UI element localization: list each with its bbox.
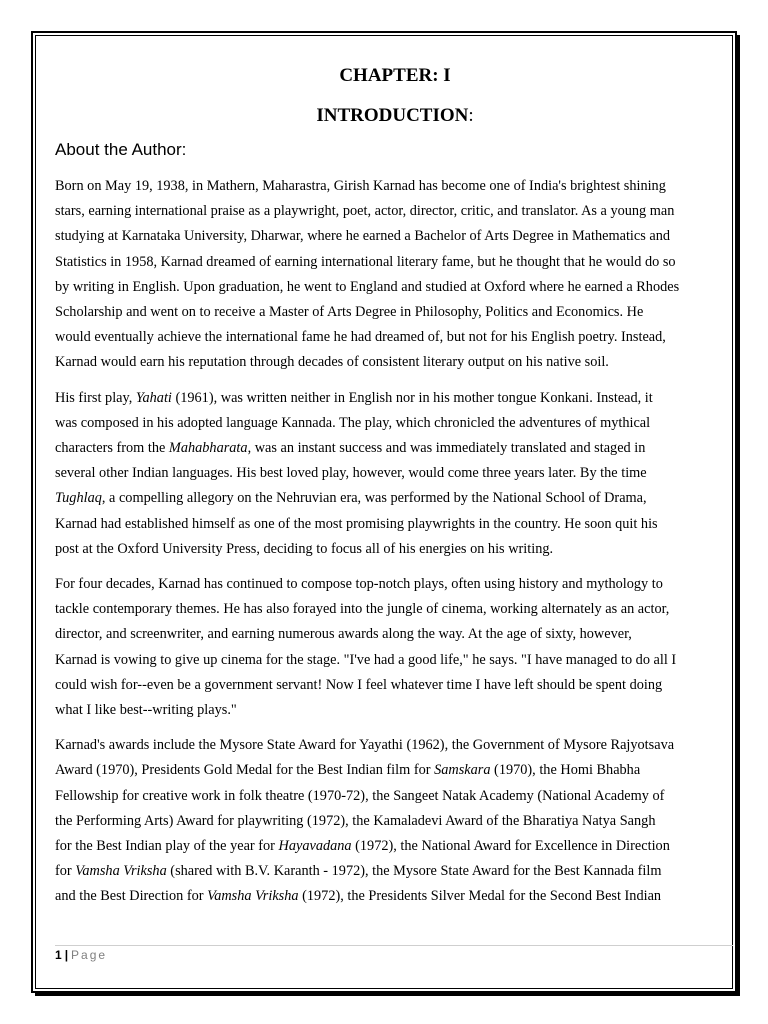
text-line: Statistics in 1958, Karnad dreamed of earning international literary fame, but he thought that he would do so <box>55 253 676 270</box>
section-title-text: INTRODUCTION <box>316 105 469 126</box>
text-line: Born on May 19, 1938, in Mathern, Maharastra, Girish Karnad has become one of India's brightest shining <box>55 178 666 194</box>
italic-title: Hayavadana <box>278 838 352 855</box>
text-line <box>55 386 735 411</box>
text-line: studying at Karnataka University, Dharwar, where he earned a Bachelor of Arts Degree in Mathematics and <box>55 228 671 245</box>
text-run: (1972), the National Award for Excellence in Direction <box>351 838 670 855</box>
text-run: characters from the <box>55 440 169 457</box>
text-line <box>55 834 735 859</box>
text-run: Award (1970), Presidents Gold Medal for the Best Indian film for <box>55 762 435 779</box>
paragraph-1 <box>55 174 735 376</box>
section-title-colon: : <box>468 105 474 126</box>
text-line: would eventually achieve the international fame he had dreamed of, but not for his English poetry. Instead, <box>55 329 666 346</box>
about-author-heading: About the Author: <box>55 140 187 159</box>
text-line <box>55 884 735 909</box>
text-run: , a compelling allegory on the Nehruvian era, was performed by the National School of Drama, <box>101 490 647 507</box>
text-line <box>55 758 735 783</box>
footer-separator: | <box>64 948 69 962</box>
text-line: Karnad would earn his reputation through decades of consistent literary output on his native soil. <box>55 354 609 371</box>
text-line: could wish for--even be a government servant! Now I feel whatever time I have left should be spent doing <box>55 676 663 693</box>
text-line: Karnad had established himself as one of the most promising playwrights in the country. He soon quit his <box>55 515 658 532</box>
paragraph-3 <box>55 572 735 723</box>
text-line: the Performing Arts) Award for playwriting (1972), the Kamaladevi Award of the Bharatiya Natya Sangh <box>55 812 656 829</box>
text-run: His first play, <box>55 389 136 406</box>
text-line: was composed in his adopted language Kannada. The play, which chronicled the adventures of mythical <box>55 414 651 431</box>
italic-title: Mahabharata <box>168 440 248 457</box>
text-line: by writing in English. Upon graduation, he went to England and studied at Oxford where he earned a Rhodes <box>55 278 680 295</box>
text-run: , was an instant success and was immediately translated and staged in <box>247 440 646 457</box>
text-line: several other Indian languages. His best loved play, however, would come three years later. By the time <box>55 465 647 482</box>
text-run: (1970), the Homi Bhabha <box>490 762 641 779</box>
text-line: stars, earning international praise as a playwright, poet, actor, director, critic, and translator. As a young man <box>55 203 675 220</box>
text-line: post at the Oxford University Press, deciding to focus all of his energies on his writing. <box>55 540 554 557</box>
italic-title: Samskara <box>434 762 491 779</box>
text-line: For four decades, Karnad has continued to compose top-notch plays, often using history and mythology to <box>55 576 663 593</box>
page-number: 1 <box>55 948 62 962</box>
page-border-shadow-bottom <box>35 993 740 996</box>
italic-title: Tughlaq <box>55 490 102 507</box>
text-line: what I like best--writing plays." <box>55 702 237 719</box>
paragraph-4 <box>55 733 735 909</box>
text-line: director, and screenwriter, and earning numerous awards along the way. At the age of sixty, however, <box>55 626 632 643</box>
text-line: Fellowship for creative work in folk theatre (1970-72), the Sangeet Natak Academy (National Academy of <box>55 787 665 804</box>
footer-divider <box>55 945 733 946</box>
section-title <box>55 104 735 128</box>
text-run: (1972), the Presidents Silver Medal for the Second Best Indian <box>298 888 662 905</box>
paragraph-2 <box>55 386 735 562</box>
italic-title: Vamsha Vriksha <box>207 888 299 905</box>
text-run: for <box>55 863 76 880</box>
text-run: (1961), was written neither in English nor in his mother tongue Konkani. Instead, it <box>171 389 653 406</box>
text-line: Karnad is vowing to give up cinema for the stage. "I've had a good life," he says. "I have managed to do all I <box>55 651 677 668</box>
text-line: Karnad's awards include the Mysore State Award for Yayathi (1962), the Government of Mysore Rajyotsava <box>55 737 675 754</box>
text-run: for the Best Indian play of the year for <box>55 838 279 855</box>
text-line <box>55 436 735 461</box>
text-line: tackle contemporary themes. He has also forayed into the jungle of cinema, working alternately as an actor, <box>55 601 670 618</box>
text-line: Scholarship and went on to receive a Master of Arts Degree in Philosophy, Politics and Economics. He <box>55 304 644 321</box>
document-body <box>55 60 735 910</box>
chapter-title: CHAPTER: I <box>339 65 451 86</box>
text-run: and the Best Direction for <box>55 888 208 905</box>
italic-title: Vamsha Vriksha <box>75 863 167 880</box>
text-run: (shared with B.V. Karanth - 1972), the Mysore State Award for the Best Kannada film <box>166 863 662 880</box>
page-footer <box>55 947 107 963</box>
italic-title: Yahati <box>135 389 172 406</box>
page-label: Page <box>71 948 108 962</box>
page-border-shadow-right <box>737 35 740 996</box>
text-line <box>55 859 735 884</box>
text-line <box>55 486 735 511</box>
